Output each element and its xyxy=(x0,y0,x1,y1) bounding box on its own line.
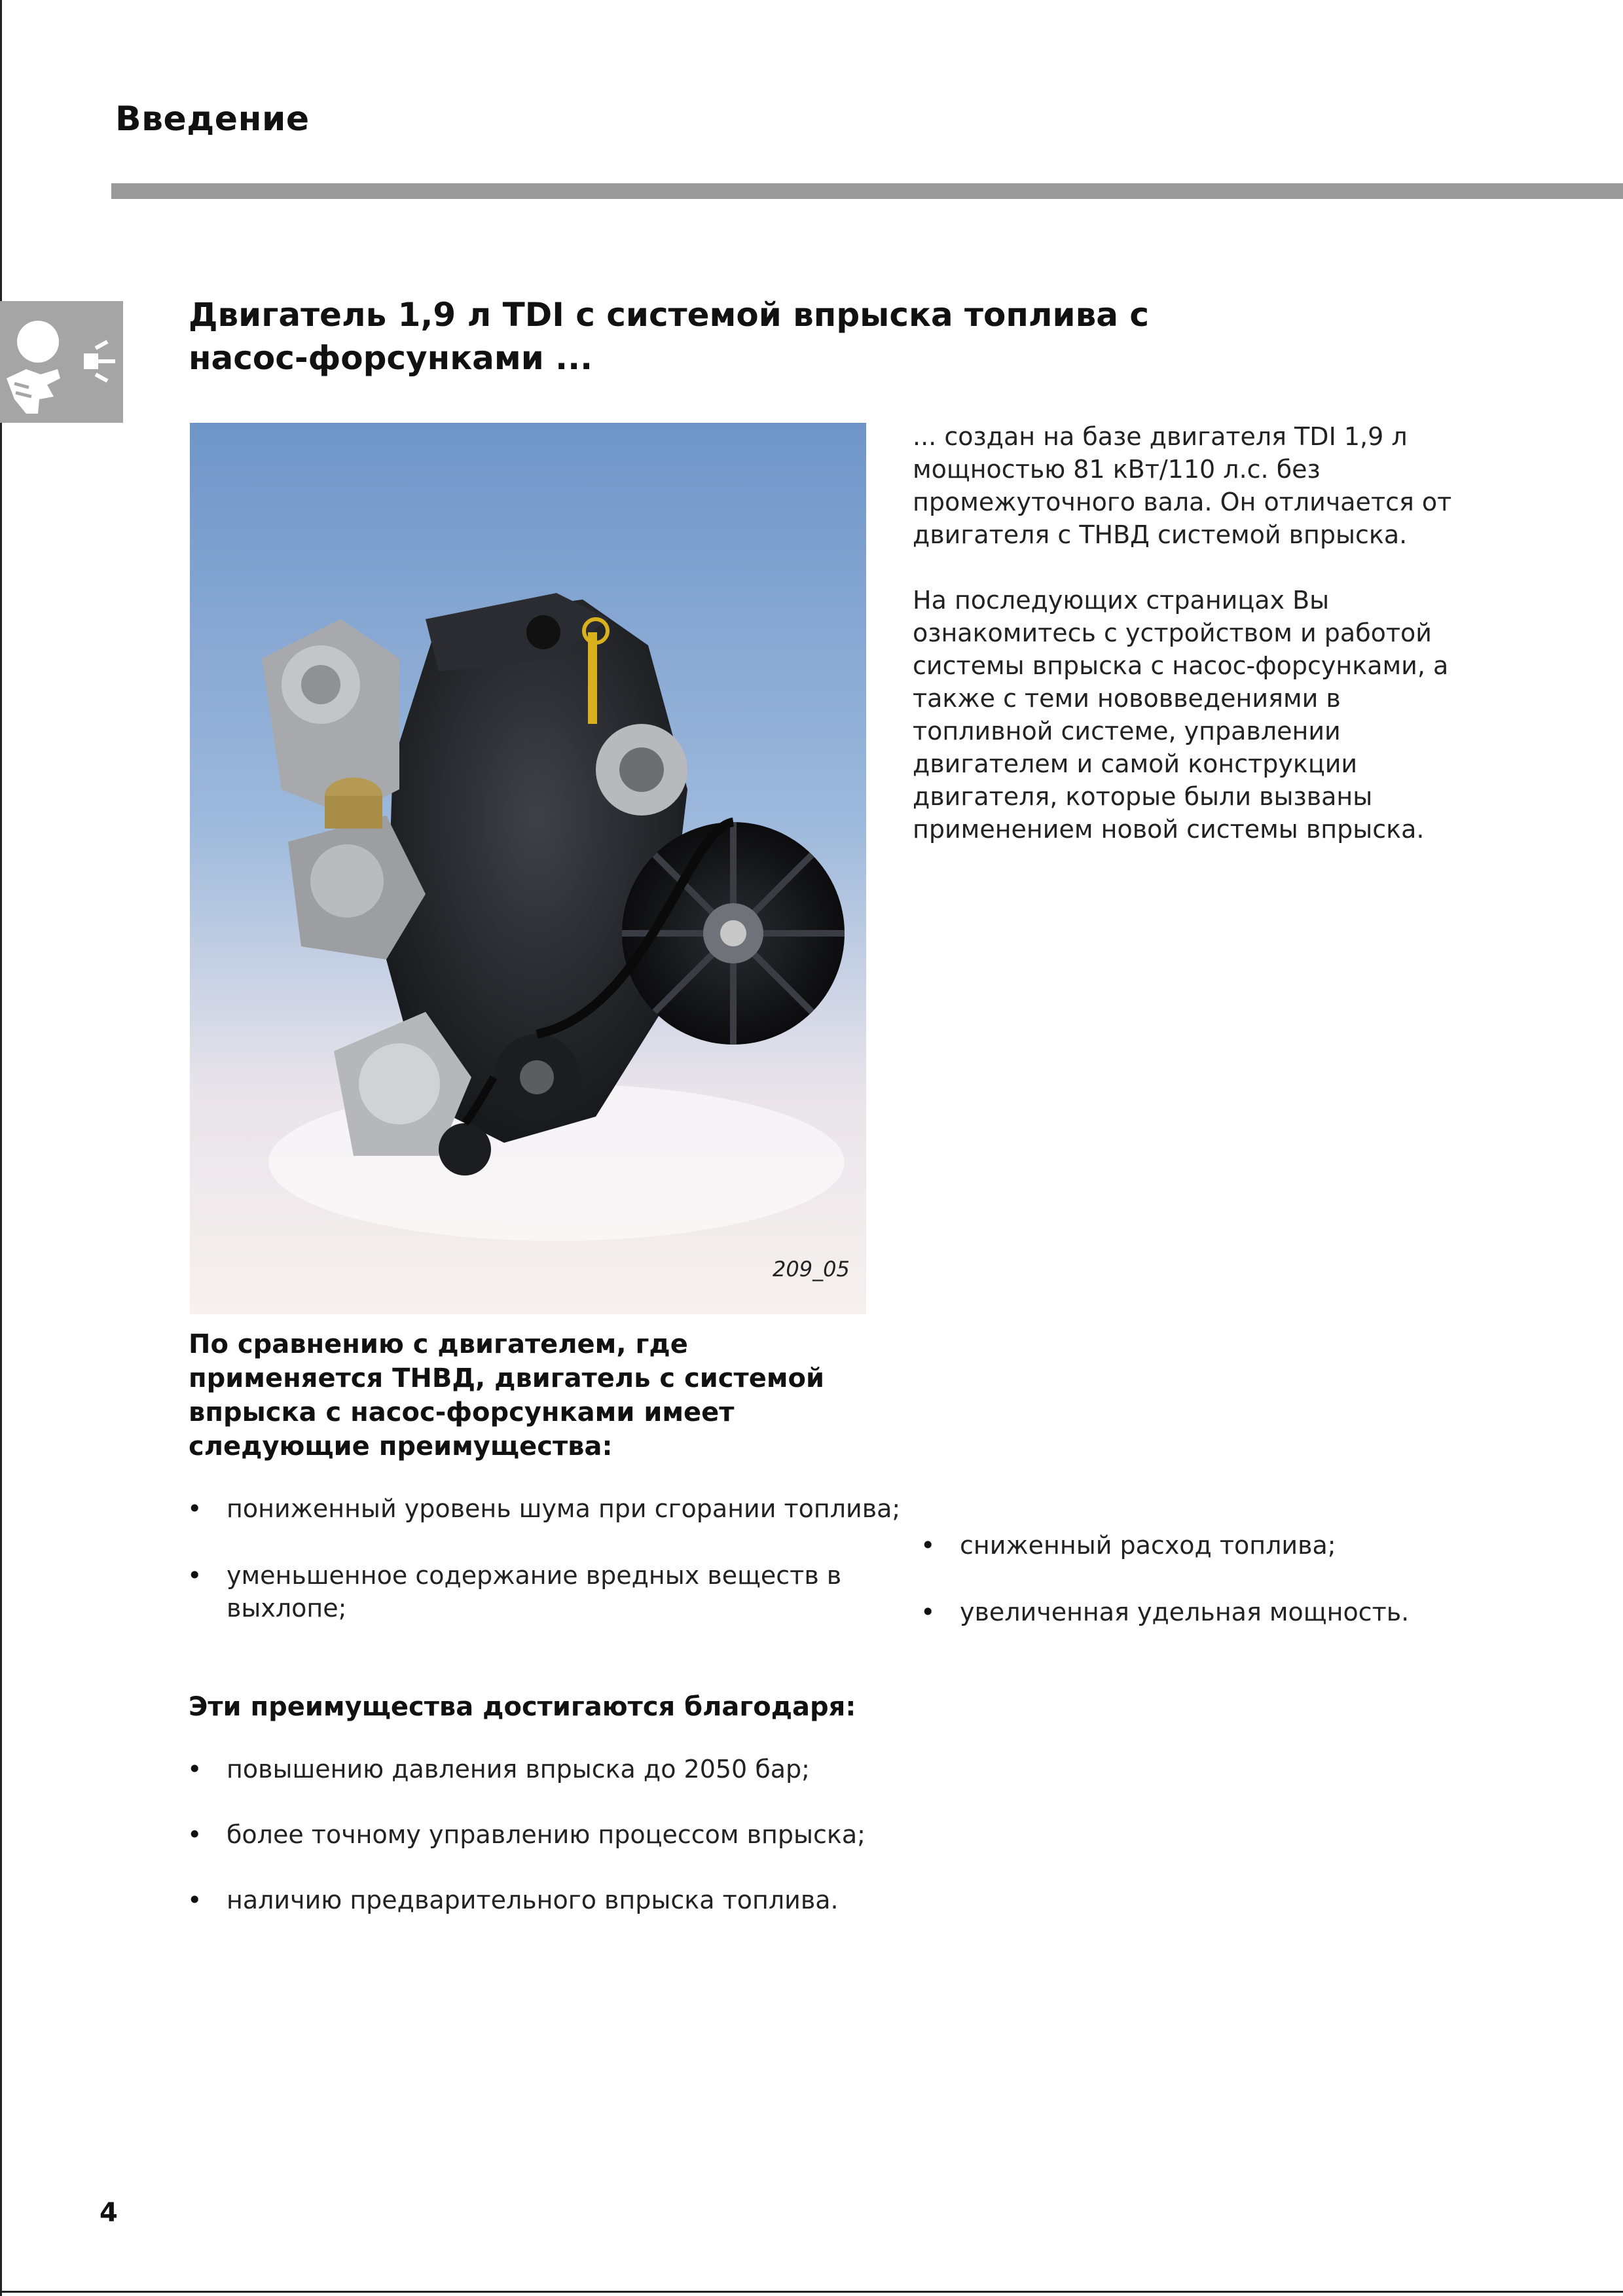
intro-text xyxy=(913,420,1489,878)
list-item: • наличию предварительного впрыска топлива. xyxy=(187,1884,973,1916)
list-item: • пониженный уровень шума при сгорании топлива; xyxy=(187,1492,907,1525)
reading-hand-icon xyxy=(0,301,123,423)
header-rule xyxy=(111,183,1623,199)
reasons-list xyxy=(187,1753,973,1949)
photo-code: 209_05 xyxy=(773,1257,850,1282)
list-item: • более точному управлению процессом впрыска; xyxy=(187,1818,973,1851)
reasons-heading: Эти преимущества достигаются благодаря: xyxy=(189,1692,856,1722)
engine-photo xyxy=(190,423,866,1314)
intro-paragraph: ... создан на базе двигателя TDI 1,9 л мощностью 81 кВт/110 л.с. без промежуточного вала. Он отличается от двигателя с ТНВД системой впрыска. xyxy=(913,422,1452,549)
page-number: 4 xyxy=(100,2198,118,2228)
advantages-list-left xyxy=(187,1492,907,1659)
page-frame-bottom xyxy=(0,2291,1623,2293)
list-item: • сниженный расход топлива; xyxy=(921,1529,1510,1562)
intro-paragraph: На последующих страницах Вы ознакомитесь с устройством и работой системы впрыска с насос-форсунками, а также с теми нововведениями в топливной системе, управлении двигателем и самой конструкции двигателя, которые были вызваны применением новой системы впрыска. xyxy=(913,586,1449,844)
advantages-list-right xyxy=(921,1529,1510,1662)
list-item: • повышению давления впрыска до 2050 бар; xyxy=(187,1753,973,1785)
article-title: Двигатель 1,9 л TDI с системой впрыска топлива с насос-форсунками ... xyxy=(189,296,1150,377)
list-item: • уменьшенное содержание вредных веществ в выхлопе; xyxy=(187,1559,907,1624)
section-title: Введение xyxy=(115,99,310,139)
list-item: • увеличенная удельная мощность. xyxy=(921,1596,1510,1628)
advantages-heading: По сравнению с двигателем, где применяется ТНВД, двигатель с системой впрыска с насос-форсунками имеет следующие преимущества: xyxy=(189,1329,825,1462)
